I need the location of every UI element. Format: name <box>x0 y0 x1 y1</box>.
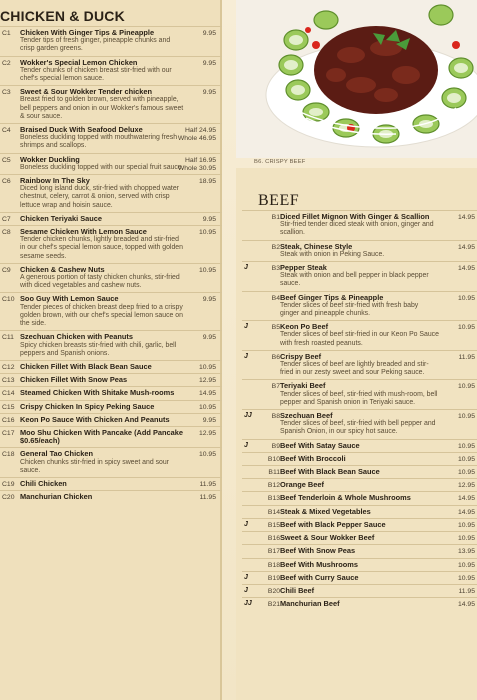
item-description: Steak with onion in Peking Sauce. <box>280 250 385 258</box>
item-price: 9.95 <box>202 416 216 424</box>
item-name: Moo Shu Chicken With Pancake (Add Pancake $0.65/each) <box>20 427 183 446</box>
menu-item <box>0 360 222 373</box>
item-name: Rainbow In The Sky <box>20 176 90 186</box>
item-code: C8 <box>2 229 11 237</box>
photo-caption: B6. CRISPY BEEF <box>254 159 306 165</box>
menu-item <box>242 505 477 518</box>
item-code: C14 <box>2 390 15 398</box>
item-name: Beef With Mushrooms <box>280 559 358 569</box>
item-code: C19 <box>2 480 15 488</box>
crispy-beef-photo <box>236 0 477 158</box>
menu-item <box>242 379 477 409</box>
item-name: Pepper Steak <box>280 263 327 273</box>
item-code: B6 <box>271 353 280 361</box>
item-code: B3 <box>271 265 280 273</box>
item-description: Tender chicken chunks, lightly breaded and stir-fried in our chef's special lemon sauce, topped with golden sesame seeds. <box>20 236 183 260</box>
item-name: Chili Chicken <box>20 478 67 488</box>
item-price: 11.95 <box>458 353 475 361</box>
item-code: B11 <box>268 469 280 477</box>
item-code: C10 <box>2 296 15 304</box>
item-description: Steak with onion and bell pepper in black pepper sauce. <box>280 272 429 288</box>
item-price: 13.95 <box>457 548 475 556</box>
item-price: 14.95 <box>198 390 216 398</box>
item-price: 9.95 <box>202 334 216 342</box>
item-name: Diced Fillet Mignon With Ginger & Scallion <box>280 212 430 221</box>
item-price: 10.95 <box>457 442 475 450</box>
item-name: Teriyaki Beef <box>280 381 326 391</box>
item-code: B18 <box>267 561 280 569</box>
item-name: Chicken With Ginger Tips & Pineapple <box>20 28 155 37</box>
item-name: Braised Duck With Seafood Deluxe <box>20 125 143 135</box>
item-name: Szechuan Beef <box>280 411 333 421</box>
item-price: 9.95 <box>202 30 216 37</box>
menu-item <box>242 320 477 350</box>
item-code: B7 <box>271 383 280 391</box>
item-price: 10.95 <box>457 383 475 391</box>
item-code: B21 <box>267 601 280 609</box>
item-price: 10.95 <box>198 266 216 274</box>
beef-item-list <box>242 210 477 610</box>
item-description: Tender slices of beef are lightly breaded and stir-fried in our zesty sweet and sour Peking sauce. <box>280 361 429 377</box>
spicy-indicator: JJ <box>244 412 252 420</box>
item-name: Wokker's Special Lemon Chicken <box>20 57 138 67</box>
item-code: C5 <box>2 156 11 164</box>
item-price: 10.95 <box>198 363 216 371</box>
item-description: Stir-fried tender diced steak with onion, ginger and scallion. <box>280 221 434 237</box>
menu-item <box>0 413 222 426</box>
item-name: Szechuan Chicken with Peanuts <box>20 332 133 342</box>
item-price: 14.95 <box>457 214 475 221</box>
item-code: C3 <box>2 89 11 97</box>
spicy-indicator: J <box>244 441 248 449</box>
menu-item <box>0 212 222 225</box>
menu-item <box>0 56 222 86</box>
menu-item <box>242 291 477 321</box>
item-price: 12.95 <box>457 482 475 490</box>
item-code: C15 <box>2 403 15 411</box>
menu-item <box>242 491 477 504</box>
item-name: Beef Ginger Tips & Pineapple <box>280 292 384 302</box>
item-name: Chili Beef <box>280 585 315 595</box>
item-code: B20 <box>267 587 280 595</box>
item-code: B10 <box>267 455 280 463</box>
item-name: Keon Po Beef <box>280 322 329 332</box>
menu-item <box>242 531 477 544</box>
item-price: 10.95 <box>457 561 475 569</box>
item-name: Chicken Fillet With Black Bean Sauce <box>20 361 152 371</box>
item-price: 10.95 <box>457 455 475 463</box>
item-price: 10.95 <box>457 521 475 529</box>
item-description: Tender chunks of chicken breast stir-fried with our chef's special lemon sauce. <box>20 66 172 83</box>
item-name: Wokker Duckling <box>20 154 80 164</box>
item-code: C6 <box>2 178 11 186</box>
menu-item <box>0 386 222 399</box>
item-price: 12.95 <box>198 377 216 385</box>
spicy-indicator: JJ <box>244 600 252 608</box>
item-price: 9.95 <box>202 59 216 67</box>
menu-item <box>242 210 477 240</box>
item-price: 10.95 <box>457 574 475 582</box>
item-code: B17 <box>267 548 280 556</box>
spicy-indicator: J <box>244 352 248 360</box>
item-description: Boneless duckling topped with mouthwatering fresh shrimps and scallops. <box>20 134 178 150</box>
item-code: C18 <box>2 451 15 459</box>
item-name: Soo Guy With Lemon Sauce <box>20 294 119 304</box>
item-description: Boneless duckling topped with our special fruit sauce. <box>20 163 184 171</box>
item-name: Beef with Curry Sauce <box>280 572 359 582</box>
item-price: 10.95 <box>457 324 475 332</box>
item-name: Sesame Chicken With Lemon Sauce <box>20 227 147 237</box>
item-code: C7 <box>2 215 11 223</box>
item-price: 10.95 <box>198 451 216 459</box>
item-code: C9 <box>2 266 11 274</box>
menu-item <box>0 490 222 503</box>
item-name: Crispy Chicken In Spicy Peking Sauce <box>20 401 155 411</box>
menu-item <box>242 544 477 557</box>
item-code: C16 <box>2 416 15 424</box>
item-name: Manchurian Beef <box>280 599 340 609</box>
item-name: Beef With Black Bean Sauce <box>280 467 380 477</box>
item-price: 10.95 <box>198 229 216 237</box>
item-price: 14.95 <box>457 601 475 609</box>
item-price: 10.95 <box>457 294 475 302</box>
item-code: B2 <box>271 243 280 251</box>
item-code: B4 <box>271 294 280 302</box>
item-code: C1 <box>2 30 11 37</box>
menu-item <box>0 225 222 263</box>
item-code: C12 <box>2 363 15 371</box>
item-description: Tender pieces of chicken breast deep fried to a crispy golden brown, with our chef's special lemon sauce on the side. <box>20 303 183 328</box>
menu-item <box>242 452 477 465</box>
menu-item <box>242 584 477 597</box>
item-price: 11.95 <box>458 587 475 595</box>
item-price: 10.95 <box>457 535 475 543</box>
item-price: 14.95 <box>457 495 475 503</box>
item-name: Chicken Fillet With Snow Peas <box>20 375 128 385</box>
item-description: Chicken chunks stir-fried in spicy sweet and sour sauce. <box>20 458 169 474</box>
item-name: Beef With Satay Sauce <box>280 440 360 450</box>
menu-item <box>0 123 222 153</box>
menu-item <box>242 558 477 571</box>
item-price: 14.95 <box>457 508 475 516</box>
item-name: Beef with Black Pepper Sauce <box>280 519 386 529</box>
item-price: 9.95 <box>202 296 216 304</box>
item-name: General Tao Chicken <box>20 449 93 459</box>
item-code: C4 <box>2 127 11 135</box>
item-name: Beef Tenderloin & Whole Mushrooms <box>280 493 411 503</box>
item-code: B13 <box>267 495 280 503</box>
menu-item <box>242 240 477 261</box>
item-name: Steak & Mixed Vegetables <box>280 506 371 516</box>
menu-item <box>0 174 222 212</box>
item-description: A generous portion of tasty chicken chunks, stir-fried with diced vegetables and cashew nuts. <box>20 274 180 290</box>
item-code: C13 <box>2 377 15 385</box>
item-description: Tender tips of fresh ginger, pineapple chunks and crisp garden greens. <box>20 37 171 53</box>
menu-item <box>0 447 222 477</box>
spicy-indicator: J <box>244 264 248 272</box>
menu-item <box>0 26 222 56</box>
item-name: Chicken Teriyaki Sauce <box>20 213 103 223</box>
item-description: Tender slices of beef, stir-fried with mush-room, bell pepper and Spanish onion in Teriyaki sauce. <box>280 390 438 406</box>
food-plate-image <box>236 0 477 158</box>
item-name: Chicken & Cashew Nuts <box>20 264 105 274</box>
menu-item <box>242 261 477 291</box>
menu-item <box>242 571 477 584</box>
item-code: B5 <box>271 324 280 332</box>
menu-item <box>0 373 222 386</box>
item-price: 9.95 <box>202 215 216 223</box>
item-code: C11 <box>2 334 14 342</box>
item-code: B14 <box>267 508 280 516</box>
item-name: Beef With Snow Peas <box>280 546 356 556</box>
item-price: 10.95 <box>198 403 216 411</box>
item-code: B9 <box>271 442 280 450</box>
item-code: B15 <box>267 521 280 529</box>
chicken-duck-column <box>0 0 222 700</box>
item-description: Spicy chicken breasts stir-fried with chili, garlic, bell peppers and Spanish onions. <box>20 341 177 357</box>
menu-item <box>242 478 477 491</box>
item-price: 12.95 <box>198 429 216 437</box>
menu-item <box>0 292 222 330</box>
item-description: Breast fried to golden brown, served with pineapple, bell peppers and onion in our Wokker's famous sweet & sour sauce. <box>20 96 184 120</box>
item-description: Diced long island duck, stir-fried with chopped water chestnut, celery, carrot & onion, served with crisp lettuce wrap and hoisin sauce. <box>20 185 179 209</box>
menu-item <box>0 153 222 174</box>
item-name: Keon Po Sauce With Chicken And Peanuts <box>20 414 170 424</box>
spicy-indicator: J <box>244 520 248 528</box>
menu-item <box>0 85 222 123</box>
menu-item <box>242 597 477 610</box>
menu-item <box>242 439 477 452</box>
item-name: Beef With Broccoli <box>280 453 346 463</box>
item-price: 10.95 <box>457 469 475 477</box>
item-name: Crispy Beef <box>280 351 322 361</box>
item-code: B19 <box>267 574 280 582</box>
menu-item <box>242 350 477 380</box>
item-price: 18.95 <box>198 178 216 186</box>
item-name: Sweet & Sour Wokker Beef <box>280 533 375 543</box>
spicy-indicator: J <box>244 323 248 331</box>
item-price: Half 16.95 Whole 30.95 <box>177 156 216 172</box>
item-price: 9.95 <box>202 89 216 97</box>
chicken-section-title: CHICKEN & DUCK <box>0 8 125 24</box>
item-code: C17 <box>2 429 15 437</box>
beef-section-title: BEEF <box>258 192 300 209</box>
item-code: B8 <box>271 413 280 421</box>
item-name: Steak, Chinese Style <box>280 241 353 251</box>
item-code: C2 <box>2 59 11 67</box>
item-price: Half 24.95 Whole 46.95 <box>177 127 216 143</box>
spicy-indicator: J <box>244 586 248 594</box>
item-name: Orange Beef <box>280 480 324 490</box>
item-price: 11.95 <box>199 494 216 502</box>
item-code: B16 <box>267 535 280 543</box>
item-description: Tender slices of beef stir-fried with fresh baby ginger and pineapple chunks. <box>280 301 419 318</box>
menu-item <box>0 426 222 447</box>
item-price: 11.95 <box>199 480 216 488</box>
item-description: Tender slices of beef stir-fried in our Keon Po Sauce with fresh roasted peanuts. <box>280 331 439 347</box>
item-price: 14.95 <box>457 243 475 251</box>
item-price: 10.95 <box>457 413 475 421</box>
menu-item <box>242 518 477 531</box>
menu-item <box>0 400 222 413</box>
item-code: B1 <box>271 214 280 221</box>
item-description: Tender slices of beef, stir-fried with bell pepper and Spanish Onion, in our spicy hot sauce. <box>280 420 436 436</box>
menu-item <box>242 465 477 478</box>
item-name: Manchurian Chicken <box>20 492 93 502</box>
menu-item <box>0 477 222 490</box>
menu-item <box>0 330 222 360</box>
menu-item <box>242 409 477 439</box>
item-code: B12 <box>267 482 280 490</box>
spicy-indicator: J <box>244 573 248 581</box>
item-price: 14.95 <box>457 265 475 273</box>
item-name: Sweet & Sour Wokker Tender chicken <box>20 87 152 97</box>
chicken-item-list <box>0 26 222 503</box>
item-name: Steamed Chicken With Shitake Mush-rooms <box>20 388 175 398</box>
beef-column <box>236 0 477 700</box>
menu-item <box>0 263 222 293</box>
item-code: C20 <box>2 494 15 502</box>
